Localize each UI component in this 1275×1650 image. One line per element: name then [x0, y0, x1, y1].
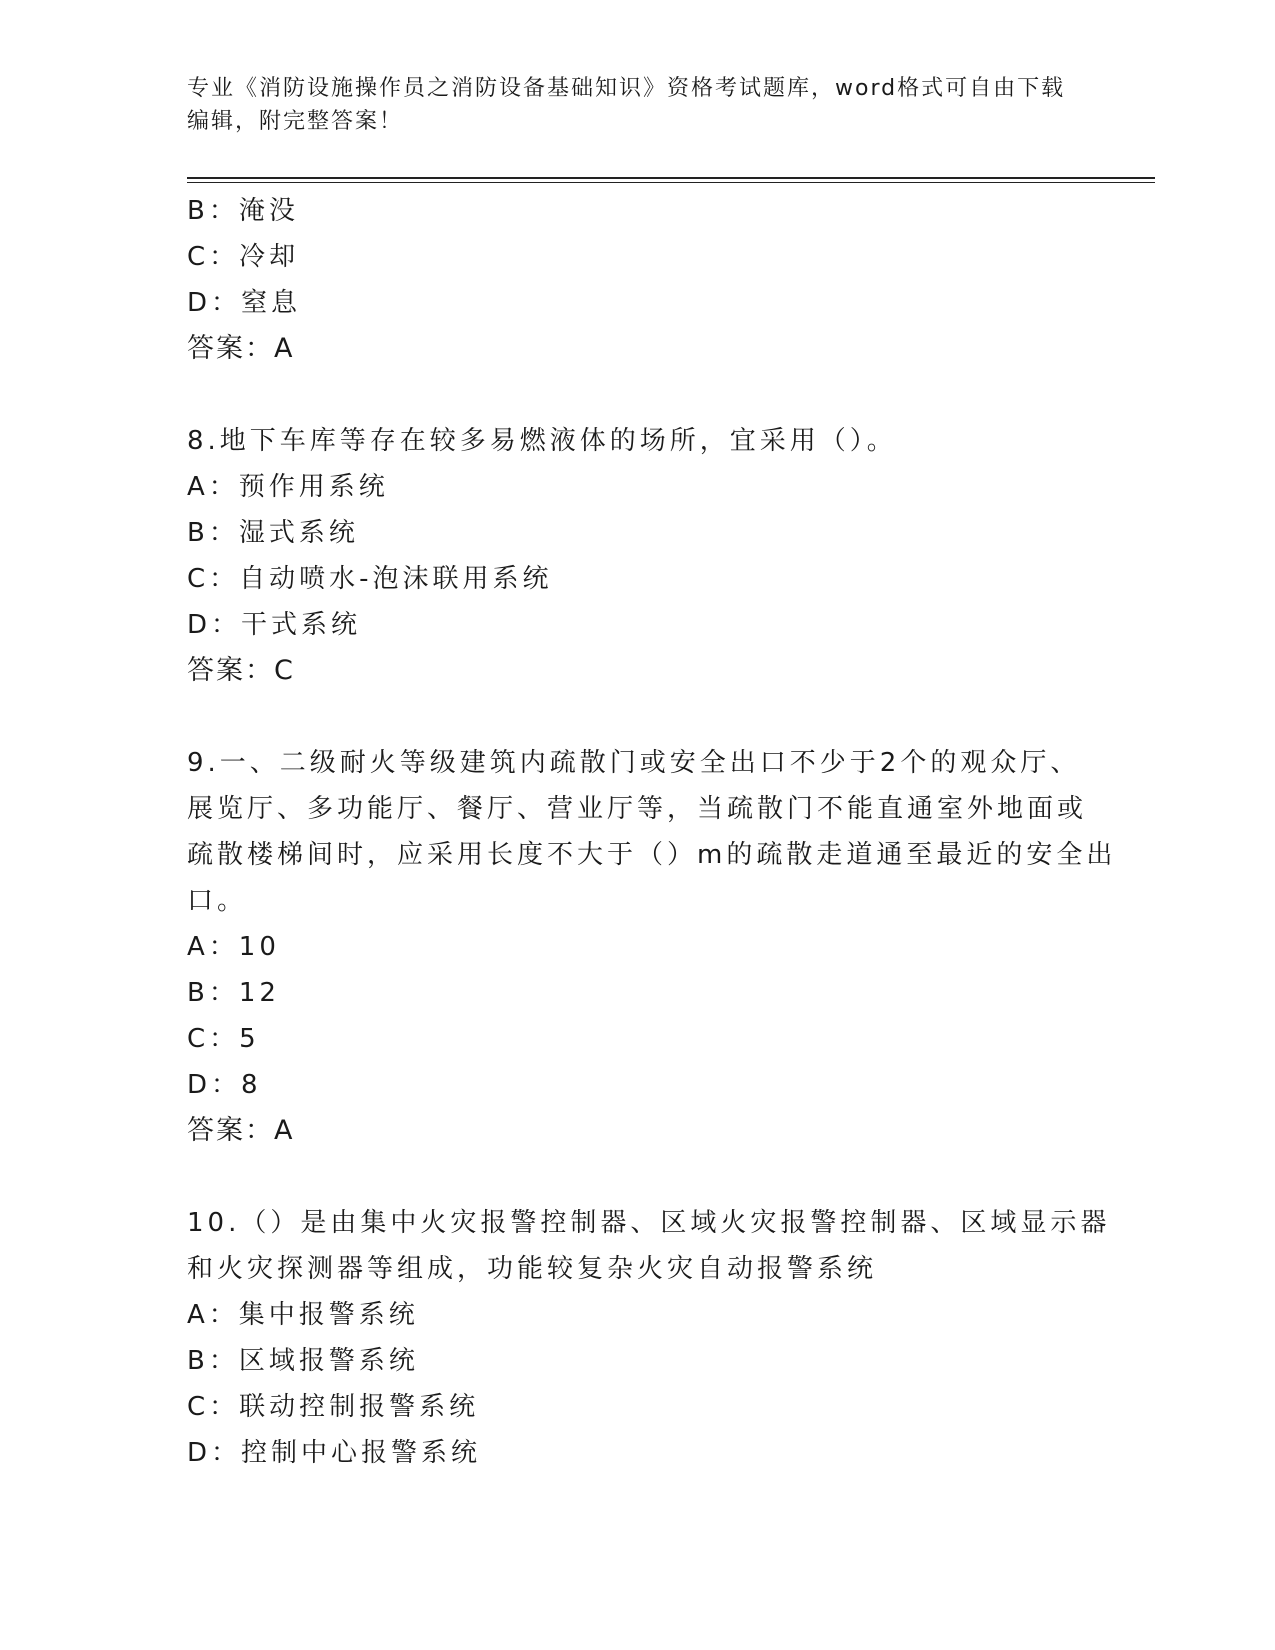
- question-stem-line-1: 10.（）是由集中火灾报警控制器、区域火灾报警控制器、区域显示器: [187, 1208, 1111, 1238]
- question-stem-line-2: 展览厅、多功能厅、餐厅、营业厅等，当疏散门不能直通室外地面或: [187, 794, 1088, 824]
- question-8: [187, 418, 1087, 694]
- question-stem-line-2: 和火灾探测器等组成，功能较复杂火灾自动报警系统: [187, 1254, 878, 1284]
- option-c: C：冷却: [187, 242, 300, 272]
- question-10: [187, 1200, 1111, 1476]
- question-stem-line-4: 口。: [187, 886, 248, 916]
- option-b: B：淹没: [187, 196, 299, 226]
- question-list: [187, 188, 1117, 1476]
- option-a: A：10: [187, 932, 280, 962]
- option-d: D：控制中心报警系统: [187, 1438, 482, 1468]
- page-header: 专业《消防设施操作员之消防设备基础知识》资格考试题库，word格式可自由下载编辑，附完整答案！: [187, 76, 1066, 134]
- option-b: B：12: [187, 978, 280, 1008]
- option-a: A：预作用系统: [187, 472, 389, 502]
- question-stem-line-1: 9.一、二级耐火等级建筑内疏散门或安全出口不少于2个的观众厅、: [187, 748, 1081, 778]
- header-divider: [187, 177, 1155, 183]
- question-9: [187, 740, 1117, 1154]
- question-7-continued: [187, 188, 1087, 372]
- option-d: D：干式系统: [187, 610, 362, 640]
- option-c: C：5: [187, 1024, 260, 1054]
- answer-line: 答案：C: [187, 655, 295, 686]
- question-stem: 8.地下车库等存在较多易燃液体的场所，宜采用（）。: [187, 426, 897, 456]
- option-c: C：自动喷水-泡沫联用系统: [187, 564, 553, 594]
- question-stem-line-3: 疏散楼梯间时，应采用长度不大于（）m的疏散走道通至最近的安全出: [187, 840, 1117, 870]
- answer-line: 答案：A: [187, 1115, 295, 1146]
- option-b: B：区域报警系统: [187, 1346, 419, 1376]
- option-b: B：湿式系统: [187, 518, 359, 548]
- option-d: D：8: [187, 1070, 262, 1100]
- option-c: C：联动控制报警系统: [187, 1392, 480, 1422]
- option-a: A：集中报警系统: [187, 1300, 419, 1330]
- option-d: D：窒息: [187, 288, 302, 318]
- answer-line: 答案：A: [187, 333, 295, 364]
